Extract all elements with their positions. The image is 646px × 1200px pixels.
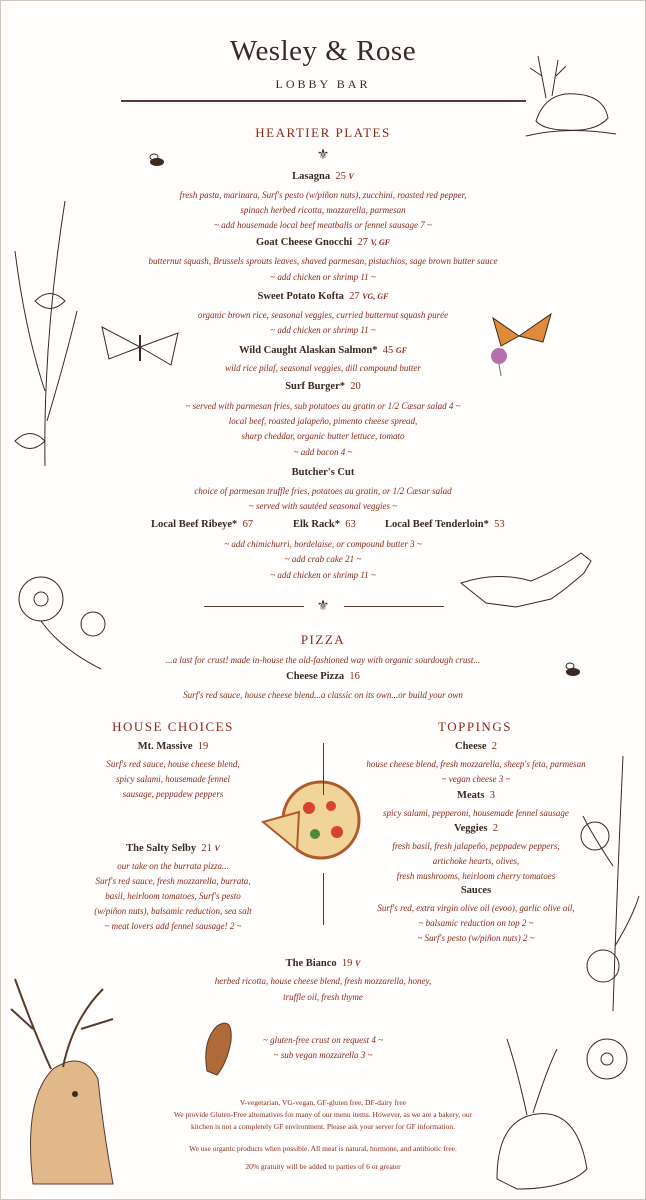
gnocchi-desc: butternut squash, Brussels sprouts leaves, shaved parmesan, pistachios, sage brown butter sauce [148,256,498,266]
section-divider-right [344,606,444,607]
dietary-legend: V-vegetarian, VG-vegan, GF-gluten free, DF-dairy free [239,1098,407,1107]
butcher-addon-chicken: ~ add chicken or shrimp 11 ~ [270,570,376,580]
header-divider [121,100,526,102]
cheese-pizza-title: Cheese Pizza 16 [286,671,360,682]
venue-subtitle: LOBBY BAR [275,77,371,91]
mt-massive-desc: Surf's red sauce, house cheese blend, spicy salami, housemade fennel sausage, peppadew peppers [106,759,240,799]
sauces-topping-desc: Surf's red, extra virgin olive oil (evoo), garlic olive oil, ~ balsamic reduction on top 2 ~ ~ Surf's pesto (w/piñon nuts) 2 ~ [377,903,575,943]
veggies-topping-desc: fresh basil, fresh jalapeño, peppadew peppers, artichoke hearts, olives, fresh mushrooms, heirloom cherry tomatoes [392,841,560,881]
restaurant-brand: Wesley & Rose [229,35,417,67]
house-choices-heading: HOUSE CHOICES [112,719,234,734]
heartier-plates-heading: HEARTIER PLATES [255,125,391,140]
sauces-topping-title: Sauces [460,885,492,896]
butcher-addon-crab: ~ add crab cake 21 ~ [284,554,362,564]
cheese-topping-desc: house cheese blend, fresh mozzarella, sheep's feta, parmesan ~ vegan cheese 3 ~ [366,759,586,784]
meats-topping-desc: spicy salami, pepperoni, housemade fennel sausage [383,808,569,818]
pizza-heading: PIZZA [300,632,346,647]
gf-crust-option: ~ gluten-free crust on request 4 ~ [262,1035,384,1045]
butcher-cut-veggies: ~ served with sautéed seasonal veggies ~ [248,501,398,511]
salmon-title: Wild Caught Alaskan Salmon* 45 GF [239,345,407,356]
lasagna-desc-2: spinach herbed ricotta, mozzarella, parmesan [240,205,406,215]
kofta-title: Sweet Potato Kofta 27 VG, GF [257,291,389,302]
column-divider-top [323,743,324,795]
salmon-desc: wild rice pilaf, seasonal veggies, dill compound butter [225,363,421,373]
cheese-pizza-desc: Surf's red sauce, house cheese blend...a classic on its own...or build your own [183,690,463,700]
butcher-cut-desc: choice of parmesan truffle fries, potatoes au gratin, or 1/2 Cæsar salad [194,486,452,496]
gf-note-1: We provide Gluten-Free alternatives for many of our menu items. However, as we are a bakery, our [173,1110,473,1119]
mt-massive-title: Mt. Massive 19 [137,741,209,752]
cheese-topping-title: Cheese 2 [455,741,497,752]
fleur-ornament-icon-2: ⚜ [316,599,330,614]
gnocchi-addon: ~ add chicken or shrimp 11 ~ [270,272,376,282]
bianco-desc-1: herbed ricotta, house cheese blend, fresh mozzarella, honey, [214,976,432,986]
burger-title: Surf Burger* 20 [285,381,361,392]
gnocchi-title: Goat Cheese Gnocchi 27 V, GF [255,237,391,248]
butcher-cut-title: Butcher's Cut [291,467,355,478]
vegan-mozzarella-option: ~ sub vegan mozzarella 3 ~ [273,1050,373,1060]
meats-topping-title: Meats 3 [457,790,495,801]
gf-note-2: kitchen is not a completely GF environment. Please ask your server for GF information. [191,1122,455,1131]
toppings-heading: TOPPINGS [438,719,512,734]
fleur-ornament-icon: ⚜ [316,148,330,163]
gratuity-note: 20% gratuity will be added to parties of 6 or greater [245,1162,401,1171]
kofta-addon: ~ add chicken or shrimp 11 ~ [270,325,376,335]
pizza-intro: ...a lust for crust! made in-house the old-fashioned way with organic sourdough crust... [165,655,481,665]
butcher-addon-sauce: ~ add chimichurri, bordelaise, or compound butter 3 ~ [224,539,422,549]
burger-sides: ~ served with parmesan fries, sub potatoes au gratin or 1/2 Cæsar salad 4 ~ [185,401,461,411]
organic-note: We use organic products when possible. All meat is natural, hormone, and antibiotic free. [189,1144,457,1153]
veggies-topping-title: Veggies 2 [454,823,498,834]
kofta-desc: organic brown rice, seasonal veggies, curried butternut squash purée [197,310,449,320]
lasagna-desc-1: fresh pasta, marinara, Surf's pesto (w/piñon nuts), zucchini, roasted red pepper, [179,190,467,200]
ribeye-title: Local Beef Ribeye* 67 [151,519,254,530]
burger-desc-2: sharp cheddar, organic butter lettuce, tomato [241,431,405,441]
bianco-title: The Bianco 19 V [285,958,361,969]
bianco-desc-2: truffle oil, fresh thyme [283,992,363,1002]
elk-rack-title: Elk Rack* 63 [293,519,356,530]
salty-selby-desc: our take on the burrata pizza... Surf's red sauce, fresh mozzarella, burrata, basil, heirloom tomatoes, Surf's pesto (w/piñon nuts), balsamic reduction, sea salt ~ meat lovers add fennel sausage! 2 ~ [94,861,252,931]
burger-desc-1: local beef, roasted jalapeño, pimento cheese spread, [228,416,418,426]
lasagna-addon: ~ add housemade local beef meatballs or fennel sausage 7 ~ [214,220,432,230]
tenderloin-title: Local Beef Tenderloin* 53 [385,519,505,530]
column-divider-bottom [323,873,324,925]
burger-addon: ~ add bacon 4 ~ [293,447,353,457]
lasagna-title: Lasagna 25 V [292,171,354,182]
salty-selby-title: The Salty Selby 21 V [126,843,220,854]
